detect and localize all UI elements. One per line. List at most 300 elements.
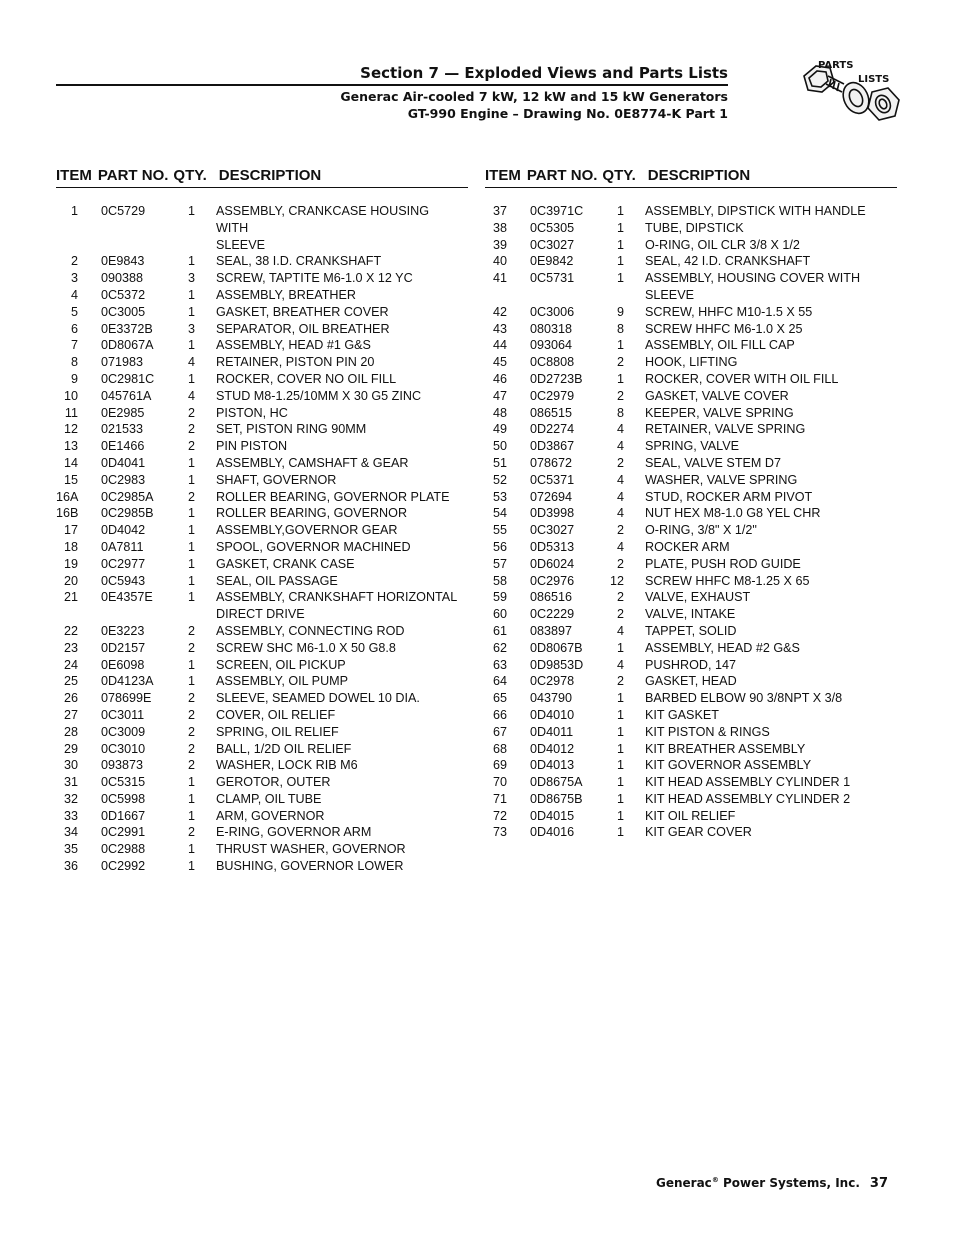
description: ASSEMBLY, HEAD #1 G&S bbox=[216, 338, 371, 353]
part-number: 0D2723B bbox=[530, 371, 583, 386]
col-qty-header: QTY. bbox=[173, 167, 207, 184]
part-number: 083897 bbox=[530, 623, 573, 638]
item-number: 3 bbox=[70, 271, 78, 286]
description: VALVE, INTAKE bbox=[645, 607, 736, 622]
table-row bbox=[485, 472, 897, 489]
table-row bbox=[485, 321, 897, 338]
table-row bbox=[56, 556, 468, 573]
table-row bbox=[56, 522, 468, 539]
quantity: 1 bbox=[616, 640, 624, 655]
quantity: 4 bbox=[616, 489, 624, 504]
description: WASHER, LOCK RIB M6 bbox=[216, 758, 358, 773]
description: BUSHING, GOVERNOR LOWER bbox=[216, 859, 404, 874]
part-number: 0D4010 bbox=[530, 707, 575, 722]
table-row bbox=[485, 405, 897, 422]
quantity: 2 bbox=[187, 640, 195, 655]
description: DIRECT DRIVE bbox=[216, 607, 305, 622]
part-number: 0E6098 bbox=[101, 657, 145, 672]
description: SCREW SHC M6-1.0 X 50 G8.8 bbox=[216, 640, 396, 655]
item-number: 53 bbox=[492, 489, 507, 504]
item-number: 25 bbox=[63, 674, 78, 689]
item-number: 32 bbox=[63, 791, 78, 806]
table-row bbox=[485, 337, 897, 354]
description: SPRING, OIL RELIEF bbox=[216, 724, 339, 739]
item-number: 45 bbox=[492, 355, 507, 370]
part-number: 0C2977 bbox=[101, 556, 146, 571]
quantity: 1 bbox=[187, 791, 195, 806]
item-number: 63 bbox=[492, 657, 507, 672]
quantity: 2 bbox=[616, 556, 624, 571]
item-number: 73 bbox=[492, 825, 507, 840]
item-number bbox=[56, 606, 78, 623]
part-number: 0C5371 bbox=[530, 472, 575, 487]
part-number: 0D4011 bbox=[530, 724, 574, 739]
description: O-RING, 3/8" X 1/2" bbox=[645, 523, 757, 538]
part-number: 0C2976 bbox=[530, 573, 575, 588]
part-number bbox=[101, 237, 171, 254]
description: THRUST WASHER, GOVERNOR bbox=[216, 842, 406, 857]
description: KIT GASKET bbox=[645, 707, 719, 722]
part-number: 072694 bbox=[530, 489, 573, 504]
item-number: 1 bbox=[70, 204, 78, 218]
item-number: 37 bbox=[492, 204, 507, 218]
quantity: 1 bbox=[616, 204, 624, 218]
part-number: 0D4123A bbox=[101, 674, 154, 689]
part-number: 0D8067A bbox=[101, 338, 154, 353]
table-row bbox=[56, 841, 468, 858]
item-number: 31 bbox=[63, 775, 78, 790]
part-number: 0C3010 bbox=[101, 741, 146, 756]
item-number: 21 bbox=[63, 590, 78, 605]
part-number: 086515 bbox=[530, 405, 573, 420]
description: SCREW, TAPTITE M6-1.0 X 12 YC bbox=[216, 271, 413, 286]
table-row bbox=[56, 623, 468, 640]
description: SPRING, VALVE bbox=[645, 439, 740, 454]
item-number: 4 bbox=[70, 287, 78, 302]
quantity: 8 bbox=[616, 321, 624, 336]
part-number: 0C3027 bbox=[530, 523, 575, 538]
quantity: 1 bbox=[187, 371, 195, 386]
item-number: 6 bbox=[70, 321, 78, 336]
part-number: 0C2992 bbox=[101, 859, 146, 874]
table-row bbox=[56, 606, 468, 623]
table-row bbox=[485, 489, 897, 506]
item-number: 29 bbox=[63, 741, 78, 756]
part-number: 0E3372B bbox=[101, 321, 153, 336]
part-number: 0C8808 bbox=[530, 355, 575, 370]
quantity: 2 bbox=[187, 825, 195, 840]
description: RETAINER, PISTON PIN 20 bbox=[216, 355, 375, 370]
drawing-subtitle: GT-990 Engine – Drawing No. 0E8774-K Part 1 bbox=[407, 106, 728, 121]
table-row bbox=[485, 589, 897, 606]
description: KEEPER, VALVE SPRING bbox=[645, 405, 794, 420]
part-number: 0D4041 bbox=[101, 455, 146, 470]
description: SEAL, VALVE STEM D7 bbox=[645, 455, 782, 470]
description: CLAMP, OIL TUBE bbox=[216, 791, 322, 806]
table-row bbox=[56, 858, 468, 875]
part-number: 0E9843 bbox=[101, 254, 145, 269]
part-number: 0C2988 bbox=[101, 842, 146, 857]
part-number: 0D4013 bbox=[530, 758, 575, 773]
quantity: 1 bbox=[187, 455, 195, 470]
item-number: 40 bbox=[492, 254, 507, 269]
quantity: 1 bbox=[616, 371, 624, 386]
table-row bbox=[56, 337, 468, 354]
table-row bbox=[485, 606, 897, 623]
item-number: 34 bbox=[63, 825, 78, 840]
description: STUD M8-1.25/10MM X 30 G5 ZINC bbox=[216, 388, 422, 403]
table-row bbox=[485, 455, 897, 472]
description: ROCKER ARM bbox=[645, 539, 730, 554]
quantity: 4 bbox=[616, 439, 624, 454]
table-row bbox=[485, 640, 897, 657]
description: SCREW HHFC M8-1.25 X 65 bbox=[645, 573, 810, 588]
quantity: 2 bbox=[187, 758, 195, 773]
part-number: 0C3971C bbox=[530, 204, 584, 218]
item-number: 17 bbox=[63, 523, 78, 538]
quantity: 1 bbox=[187, 842, 195, 857]
table-row bbox=[56, 354, 468, 371]
item-number: 19 bbox=[63, 556, 78, 571]
parts-table-left bbox=[56, 167, 468, 875]
quantity: 1 bbox=[187, 657, 195, 672]
item-number: 20 bbox=[63, 573, 78, 588]
part-number: 043790 bbox=[530, 691, 573, 706]
quantity: 2 bbox=[616, 523, 624, 538]
part-number: 0D6024 bbox=[530, 556, 575, 571]
part-number: 093064 bbox=[530, 338, 573, 353]
part-number: 086516 bbox=[530, 590, 573, 605]
quantity: 1 bbox=[187, 859, 195, 874]
quantity: 2 bbox=[616, 355, 624, 370]
item-number: 66 bbox=[492, 707, 507, 722]
part-number: 0C2985B bbox=[101, 506, 154, 521]
description: KIT OIL RELIEF bbox=[645, 808, 736, 823]
part-number: 0A7811 bbox=[101, 539, 144, 554]
quantity: 1 bbox=[616, 271, 624, 286]
part-number: 0C3009 bbox=[101, 724, 146, 739]
description: SPOOL, GOVERNOR MACHINED bbox=[216, 539, 411, 554]
description: SEPARATOR, OIL BREATHER bbox=[216, 321, 390, 336]
item-number: 50 bbox=[492, 439, 507, 454]
description: SLEEVE bbox=[216, 237, 266, 252]
item-number: 36 bbox=[63, 859, 78, 874]
footer-company: Generac bbox=[656, 1176, 712, 1190]
page-footer bbox=[656, 1176, 888, 1191]
description: WASHER, VALVE SPRING bbox=[645, 472, 798, 487]
table-row bbox=[56, 539, 468, 556]
header-rule bbox=[56, 84, 728, 86]
table-row bbox=[485, 287, 897, 304]
quantity: 1 bbox=[187, 287, 195, 302]
description: ASSEMBLY,GOVERNOR GEAR bbox=[216, 523, 398, 538]
section-title: Section 7 — Exploded Views and Parts Lists bbox=[360, 64, 728, 82]
description: KIT HEAD ASSEMBLY CYLINDER 1 bbox=[645, 775, 851, 790]
table-row bbox=[485, 371, 897, 388]
table-row bbox=[485, 388, 897, 405]
description: ROLLER BEARING, GOVERNOR bbox=[216, 506, 408, 521]
quantity: 1 bbox=[616, 741, 624, 756]
table-row bbox=[56, 707, 468, 724]
quantity: 4 bbox=[616, 472, 624, 487]
part-number: 0E2985 bbox=[101, 405, 145, 420]
table-row bbox=[56, 808, 468, 825]
col-part-header: PART NO. bbox=[526, 167, 598, 184]
quantity bbox=[171, 237, 195, 254]
col-item-header: ITEM bbox=[485, 167, 521, 184]
col-desc-header: DESCRIPTION bbox=[218, 167, 322, 184]
table-row bbox=[485, 556, 897, 573]
quantity: 1 bbox=[616, 707, 624, 722]
description: BALL, 1/2D OIL RELIEF bbox=[216, 741, 352, 756]
part-number: 0D4015 bbox=[530, 808, 575, 823]
quantity: 2 bbox=[187, 439, 195, 454]
part-number: 0C5731 bbox=[530, 271, 575, 286]
quantity: 4 bbox=[616, 657, 624, 672]
description: KIT BREATHER ASSEMBLY bbox=[645, 741, 806, 756]
description: PLATE, PUSH ROD GUIDE bbox=[645, 556, 801, 571]
description: TUBE, DIPSTICK bbox=[645, 220, 744, 235]
item-number: 8 bbox=[70, 355, 78, 370]
description: KIT GOVERNOR ASSEMBLY bbox=[645, 758, 812, 773]
item-number: 65 bbox=[492, 691, 507, 706]
quantity: 1 bbox=[616, 825, 624, 840]
part-number: 0D8675B bbox=[530, 791, 583, 806]
quantity: 1 bbox=[187, 775, 195, 790]
part-number: 0D8067B bbox=[530, 640, 583, 655]
quantity: 1 bbox=[616, 254, 624, 269]
description: GASKET, HEAD bbox=[645, 674, 737, 689]
description: STUD, ROCKER ARM PIVOT bbox=[645, 489, 813, 504]
quantity: 1 bbox=[187, 338, 195, 353]
description: TAPPET, SOLID bbox=[645, 623, 737, 638]
table-row bbox=[56, 405, 468, 422]
table-row bbox=[56, 589, 468, 606]
table-row bbox=[56, 505, 468, 522]
quantity: 4 bbox=[187, 355, 195, 370]
description: E-RING, GOVERNOR ARM bbox=[216, 825, 372, 840]
description: ASSEMBLY, HOUSING COVER WITH bbox=[645, 271, 861, 286]
quantity: 2 bbox=[616, 455, 624, 470]
part-number: 0D8675A bbox=[530, 775, 583, 790]
part-number: 0C2985A bbox=[101, 489, 154, 504]
part-number: 0D4042 bbox=[101, 523, 146, 538]
item-number: 49 bbox=[492, 422, 507, 437]
item-number: 15 bbox=[63, 472, 78, 487]
description: SET, PISTON RING 90MM bbox=[216, 422, 367, 437]
part-number: 0D3998 bbox=[530, 506, 575, 521]
description: SEAL, OIL PASSAGE bbox=[216, 573, 338, 588]
parts-table-right bbox=[485, 167, 897, 841]
item-number: 16B bbox=[56, 506, 79, 521]
quantity: 3 bbox=[187, 321, 195, 336]
item-number: 10 bbox=[63, 388, 78, 403]
footer-company-rest: Power Systems, Inc. bbox=[718, 1176, 860, 1190]
table-row bbox=[485, 724, 897, 741]
table-row bbox=[485, 673, 897, 690]
quantity: 2 bbox=[187, 724, 195, 739]
description: ROCKER, COVER NO OIL FILL bbox=[216, 371, 397, 386]
quantity: 1 bbox=[616, 758, 624, 773]
part-number: 0C5943 bbox=[101, 573, 146, 588]
quantity: 1 bbox=[187, 304, 195, 319]
description: O-RING, OIL CLR 3/8 X 1/2 bbox=[645, 237, 800, 252]
description: VALVE, EXHAUST bbox=[645, 590, 751, 605]
quantity: 4 bbox=[616, 422, 624, 437]
part-number: 0C3006 bbox=[530, 304, 575, 319]
table-row bbox=[56, 253, 468, 270]
description: ASSEMBLY, BREATHER bbox=[216, 287, 356, 302]
table-body bbox=[485, 203, 897, 841]
table-row bbox=[485, 808, 897, 825]
table-row bbox=[56, 774, 468, 791]
item-number: 68 bbox=[492, 741, 507, 756]
table-row bbox=[485, 741, 897, 758]
table-row bbox=[56, 791, 468, 808]
quantity: 1 bbox=[616, 338, 624, 353]
item-number: 43 bbox=[492, 321, 507, 336]
quantity: 8 bbox=[616, 405, 624, 420]
item-number: 60 bbox=[492, 607, 507, 622]
quantity: 1 bbox=[187, 204, 195, 218]
table-row bbox=[56, 237, 468, 254]
description: SCREEN, OIL PICKUP bbox=[216, 657, 346, 672]
table-row bbox=[485, 824, 897, 841]
item-number: 28 bbox=[63, 724, 78, 739]
item-number: 62 bbox=[492, 640, 507, 655]
item-number: 69 bbox=[492, 758, 507, 773]
part-number: 0D5313 bbox=[530, 539, 575, 554]
part-number: 0D3867 bbox=[530, 439, 575, 454]
part-number: 0E4357E bbox=[101, 590, 153, 605]
item-number: 26 bbox=[63, 691, 78, 706]
table-row bbox=[56, 724, 468, 741]
item-number: 9 bbox=[70, 371, 78, 386]
part-number: 0D2274 bbox=[530, 422, 575, 437]
part-number: 078672 bbox=[530, 455, 573, 470]
part-number: 0E3223 bbox=[101, 623, 145, 638]
table-row bbox=[485, 757, 897, 774]
part-number: 071983 bbox=[101, 355, 144, 370]
description: GASKET, BREATHER COVER bbox=[216, 304, 389, 319]
item-number: 12 bbox=[63, 422, 78, 437]
table-row bbox=[485, 657, 897, 674]
item-number: 46 bbox=[492, 371, 507, 386]
table-row bbox=[485, 791, 897, 808]
part-number: 0D4012 bbox=[530, 741, 575, 756]
quantity: 1 bbox=[187, 556, 195, 571]
description: ASSEMBLY, OIL FILL CAP bbox=[645, 338, 795, 353]
description: PIN PISTON bbox=[216, 439, 288, 454]
quantity: 4 bbox=[616, 506, 624, 521]
page-number: 37 bbox=[869, 1176, 888, 1191]
item-number: 47 bbox=[492, 388, 507, 403]
table-row bbox=[56, 270, 468, 287]
part-number: 0D4016 bbox=[530, 825, 575, 840]
logo-label-parts: PARTS bbox=[818, 60, 854, 71]
table-row bbox=[485, 774, 897, 791]
item-number: 41 bbox=[492, 271, 507, 286]
item-number: 61 bbox=[492, 623, 507, 638]
description: ASSEMBLY, CRANKCASE HOUSING WITH bbox=[216, 204, 429, 235]
description: ASSEMBLY, DIPSTICK WITH HANDLE bbox=[645, 204, 866, 218]
table-row bbox=[56, 673, 468, 690]
table-row bbox=[485, 690, 897, 707]
logo-label-lists: LISTS bbox=[858, 74, 890, 85]
col-item-header: ITEM bbox=[56, 167, 92, 184]
description: BARBED ELBOW 90 3/8NPT X 3/8 bbox=[645, 691, 843, 706]
part-number: 0C5305 bbox=[530, 220, 575, 235]
description: SLEEVE, SEAMED DOWEL 10 DIA. bbox=[216, 691, 420, 706]
quantity: 1 bbox=[616, 808, 624, 823]
item-number: 24 bbox=[63, 657, 78, 672]
part-number: 0E9842 bbox=[530, 254, 574, 269]
item-number: 38 bbox=[492, 220, 507, 235]
quantity: 2 bbox=[187, 489, 195, 504]
table-row bbox=[485, 707, 897, 724]
quantity: 1 bbox=[616, 724, 624, 739]
table-row bbox=[56, 455, 468, 472]
table-row bbox=[56, 371, 468, 388]
quantity: 1 bbox=[187, 254, 195, 269]
item-number: 30 bbox=[63, 758, 78, 773]
item-number: 64 bbox=[492, 674, 507, 689]
item-number: 67 bbox=[492, 724, 507, 739]
quantity: 9 bbox=[616, 304, 624, 319]
table-row bbox=[56, 203, 468, 237]
table-row bbox=[485, 573, 897, 590]
table-row bbox=[485, 421, 897, 438]
quantity: 4 bbox=[616, 623, 624, 638]
quantity: 2 bbox=[187, 623, 195, 638]
table-row bbox=[485, 539, 897, 556]
description: SEAL, 38 I.D. CRANKSHAFT bbox=[216, 254, 382, 269]
quantity: 2 bbox=[187, 741, 195, 756]
quantity: 1 bbox=[616, 691, 624, 706]
part-number: 078699E bbox=[101, 691, 152, 706]
item-number: 39 bbox=[492, 237, 507, 252]
table-header bbox=[485, 167, 897, 188]
description: ASSEMBLY, CAMSHAFT & GEAR bbox=[216, 455, 409, 470]
part-number: 0C5372 bbox=[101, 287, 146, 302]
item-number: 44 bbox=[492, 338, 507, 353]
table-header bbox=[56, 167, 468, 188]
description: ARM, GOVERNOR bbox=[216, 808, 325, 823]
description: SHAFT, GOVERNOR bbox=[216, 472, 337, 487]
item-number: 70 bbox=[492, 775, 507, 790]
part-number: 0C2229 bbox=[530, 607, 575, 622]
description: GEROTOR, OUTER bbox=[216, 775, 331, 790]
description: RETAINER, VALVE SPRING bbox=[645, 422, 806, 437]
part-number: 0E1466 bbox=[101, 439, 145, 454]
table-row bbox=[485, 270, 897, 287]
description: ASSEMBLY, CRANKSHAFT HORIZONTAL bbox=[216, 590, 458, 605]
part-number: 0C5998 bbox=[101, 791, 146, 806]
quantity: 1 bbox=[616, 775, 624, 790]
table-row bbox=[56, 489, 468, 506]
description: SCREW, HHFC M10-1.5 X 55 bbox=[645, 304, 813, 319]
description: PISTON, HC bbox=[216, 405, 288, 420]
part-number: 0C3011 bbox=[101, 707, 145, 722]
table-row bbox=[485, 253, 897, 270]
quantity: 1 bbox=[187, 674, 195, 689]
item-number: 7 bbox=[70, 338, 78, 353]
table-row bbox=[56, 824, 468, 841]
item-number: 22 bbox=[63, 623, 78, 638]
table-row bbox=[56, 388, 468, 405]
part-number: 0C2991 bbox=[101, 825, 146, 840]
quantity: 1 bbox=[187, 539, 195, 554]
